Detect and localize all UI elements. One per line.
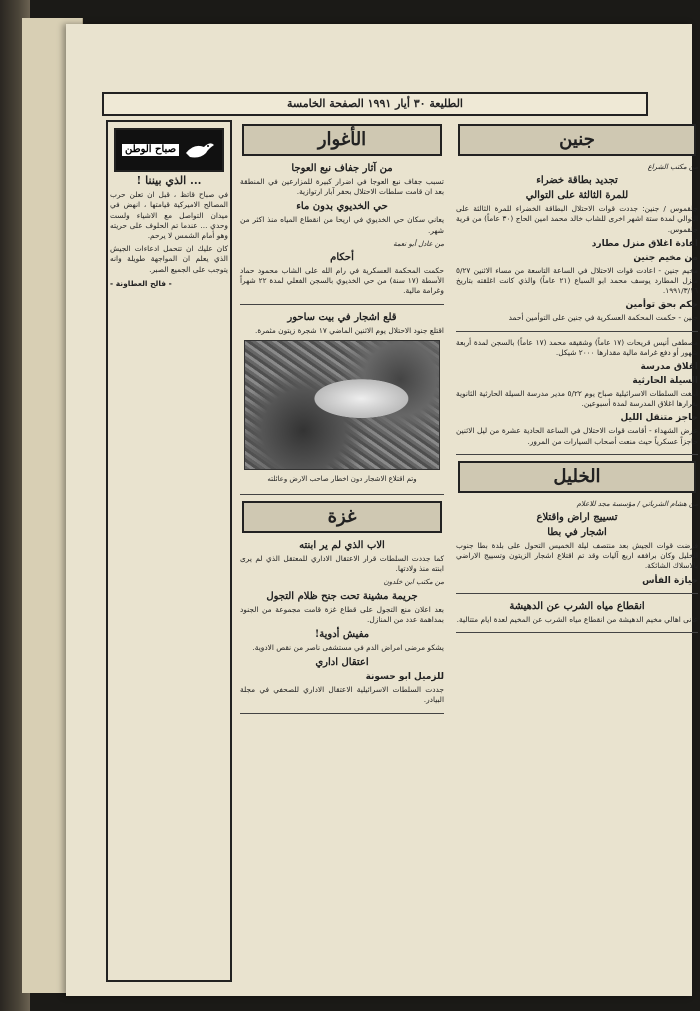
headline: انقطاع مياه الشرب عن الدهيشة <box>509 600 645 612</box>
article-body: جنين - حكمت المحكمة العسكرية في جنين على التوأمين أحمد <box>508 313 698 323</box>
hebron-article <box>456 499 698 594</box>
headline: قلع اشجار في بيت ساحور <box>287 311 397 323</box>
article-body: أبلغت السلطات الاسرائيلية صباح يوم ٥/٢٢ مدير مدرسة السيلة الحارثية الثانوية بقرارها اغلاق المدرسة لمدة أسبوعين. <box>456 389 698 409</box>
article-body: بعد اعلان منع التجول على قطاع غزة قامت مجموعة من الجنود بمداهمة عدد من المنازل. <box>240 604 444 624</box>
column-body: في صباح قاتظ ، قبل ان تعلن حرب المصالح الاميركية قيامتها ، انهض في ميدان التواصل مع الاشياء ولست وحدي ... عندما تم الحلوف على حريته وهو أمام الشمس لا يرحم. <box>110 190 228 241</box>
subheading: للزميل ابو حسونة <box>365 672 444 683</box>
article-body: كما جددت السلطات قرار الاعتقال الاداري للمعتقل الذي لم يرى ابنته منذ ولادتها. <box>240 554 444 574</box>
headline: تجديد بطاقة خضراء <box>536 175 618 187</box>
article-body: يشكو مرضى امراض الدم في مستشفى ناصر من نقص الادوية. <box>252 643 444 653</box>
article-body: تسبب جفاف نبع العوجا في اضرار كبيرة للمزارعين في المنطقة بعد ان قامت سلطات الاحتلال بحفر آبار ارتوازية. <box>240 177 444 197</box>
column-logo-text: صباح الوطن <box>122 144 179 156</box>
headline: مفيش أدوية! <box>314 629 370 641</box>
byline: من مكتب ابن خلدون <box>383 578 444 587</box>
jenin-banner: جنين <box>458 124 696 156</box>
subheading: اغلاق مدرسة <box>640 362 698 373</box>
headline: الاب الذي لم ير ابنته <box>299 540 385 552</box>
subheading: من مخيم جنين <box>633 252 698 263</box>
school-article <box>456 338 698 455</box>
headline: حي الخديوي بدون ماء <box>296 201 388 213</box>
article-body: حكمت المحكمة العسكرية في رام الله على الشاب محمود حماد الأسطة (١٧ سنة) من حي الخديوي بالسجن الفعلي لمدة ٢٢ شهراً وغرامة مالية. <box>240 266 444 296</box>
byline: من عادل أبو نعمة <box>393 239 444 248</box>
headline: اشجار في بطا <box>547 527 607 539</box>
jordan-valley-banner: الأغوار <box>242 124 442 156</box>
newspaper-page <box>66 24 699 996</box>
article-body: جلقموس / جنين: جددت قوات الاحتلال البطاقة الخضراء للمرة الثالثة على التوالي لمدة ستة اشهر اخرى للشاب خالد محمد امين الحاج (٣٠ عاماً) من قرية جلقموس. <box>456 204 698 234</box>
middle-column <box>236 120 448 982</box>
green-card-article <box>456 162 698 332</box>
headline: للمرة الثالثة على التوالي <box>525 190 629 202</box>
subheading: حكم بحق توأمين <box>625 300 698 311</box>
dove-icon <box>184 139 216 161</box>
subheading: اعادة اغلاق منزل مطارد <box>591 238 698 249</box>
article-body: عرض الشهداء - أقامت قوات الاحتلال في الساعة الحادية عشرة من ليل الاثنين حاجزاً عسكرياً حيث منعت أصحاب السيارات من المرور. <box>456 426 698 446</box>
spring-article <box>240 162 444 305</box>
article-body: فرضت قوات الجيش بعد منتصف ليلة الخميس التحول على بلدة بطا جنوب الخليل وكان برافقه اربع آليات وقد تم اقتلاع اشجار الزيتون وتسييج الاراضي بالاسلاك الشائكة. <box>456 541 698 571</box>
article-body: اقتلع جنود الاحتلال يوم الاثنين الماضي ١٧ شجرة زيتون مثمرة. <box>255 325 444 335</box>
trees-article <box>240 311 444 495</box>
water-article <box>456 600 698 633</box>
column-signature: - فالح العطاونة - <box>110 278 172 288</box>
column-body: كان عليك ان تتحمل ادعاءات الجيش الذي يعلم ان المواجهة طويلة وانه يتوجب على الجميع الصبر. <box>110 244 228 274</box>
byline: من هشام الشرباتي / مؤسسة مجد للاعلام <box>576 499 698 508</box>
uprooted-trees-photo <box>244 340 440 470</box>
headline: تسييج اراض واقتلاع <box>536 512 618 524</box>
headline: من آثار جفاف نبع العوجا <box>291 163 393 174</box>
gaza-banner: غزة <box>242 501 442 533</box>
headline: أحكام <box>330 252 354 264</box>
headline: اعتقال اداري <box>315 657 369 669</box>
gaza-article <box>240 539 444 714</box>
opinion-column <box>106 120 232 982</box>
article-body: مصطفى أنيس قريحات (١٧ عاماً) وشقيقه محمد (١٧ عاماً) بالسجن لمدة أربعة شهور أو دفع غرامة مالية مقدارها ٢٠٠٠ شيكل. <box>456 337 699 357</box>
article-body: يعاني سكان حي الخديوي في اريحا من انقطاع المياه منذ اكثر من شهر. <box>240 215 444 235</box>
page-header: الطليعة ٣٠ أيار ١٩٩١ الصفحة الخامسة <box>102 92 648 116</box>
column-title: ... الذي بيننا ! <box>136 174 202 187</box>
subheading: حيازة الفأس <box>642 575 698 586</box>
column-logo <box>114 128 224 172</box>
headline: جريمة مشينة تحت جنح ظلام التجول <box>266 590 418 602</box>
article-body: عانى اهالي مخيم الدهيشة من انقطاع مياه الشرب عن المخيم لعدة ايام متتالية. <box>456 614 698 624</box>
photo-caption: وتم اقتلاع الاشجار دون اخطار صاحب الارض وعائلته <box>267 474 417 483</box>
article-body: جددت السلطات الاسرائيلية الاعتقال الاداري للصحفي في مجلة البيادر. <box>240 685 444 705</box>
subheading: السيلة الحارثية <box>632 376 698 387</box>
subheading: حاجز متنقل الليل <box>620 413 698 424</box>
article-body: مخيم جنين - اعادت قوات الاحتلال في الساعة التاسعة من مساء الاثنين ٥/٢٧ منزل المطارد يوسف محمد ابو السباع (٢١ عاماً) والذي كانت اغلقته بتاريخ ١٩٩١/٣/١٦. <box>456 265 699 296</box>
hebron-banner: الخليل <box>458 461 696 493</box>
byline: من مكتب الشراع <box>647 163 698 171</box>
right-column <box>452 120 700 982</box>
